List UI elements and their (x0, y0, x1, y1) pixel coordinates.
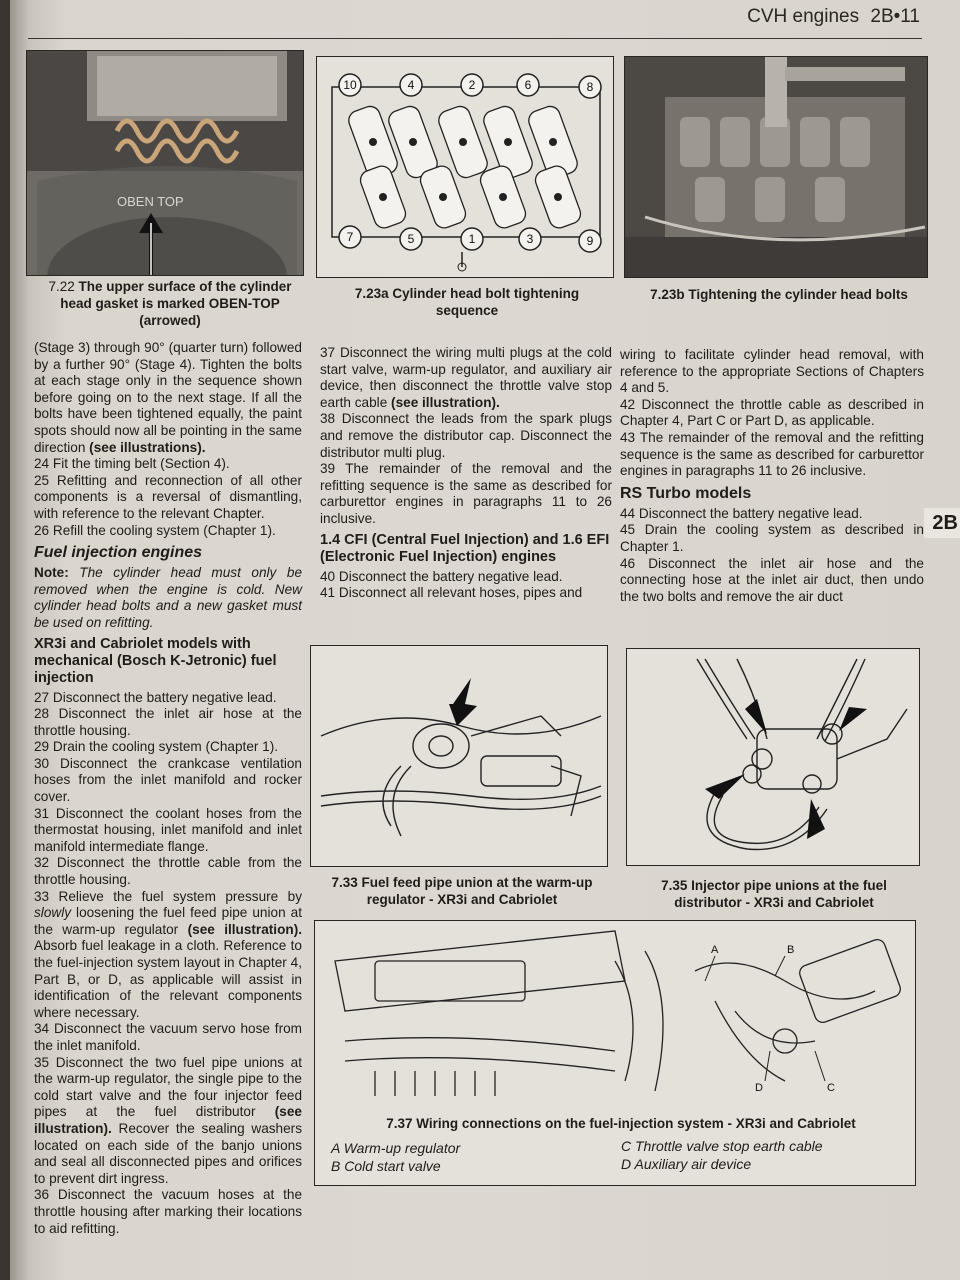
paragraph-38: 38 Disconnect the leads from the spark plugs and remove the distributor cap. Disconnect the distributor multi plug. (320, 411, 612, 460)
paragraph-30: 30 Disconnect the crankcase ventilation hoses from the inlet manifold and rocker cover. (34, 755, 302, 805)
header-rule (28, 38, 922, 39)
caption-7-33 (320, 874, 604, 908)
paragraph-28: 28 Disconnect the inlet air hose at the throttle housing. (34, 706, 302, 738)
see-illustrations: (see illustrations). (89, 439, 206, 455)
caption-text: The upper surface of the cylinder head gasket is marked OBEN-TOP (arrowed) (60, 279, 292, 328)
paragraph-32: 32 Disconnect the throttle cable from the throttle housing. (34, 855, 302, 888)
heading-xr3i: XR3i and Cabriolet models with mechanical (Bosch K-Jetronic) fuel injection (34, 635, 277, 686)
see-illustration: (see illustration). (391, 394, 500, 410)
caption-text: Tightening the cylinder head bolts (688, 287, 908, 302)
caption-number: 7.37 (386, 1116, 413, 1131)
paragraph-27: 27 Disconnect the battery negative lead. (34, 689, 277, 705)
paragraph-31: 31 Disconnect the coolant hoses from the thermostat housing, inlet manifold and inlet manifold intermediate flange. (34, 805, 302, 854)
label-d: D (755, 1082, 763, 1094)
wiring-connections-svg (315, 921, 916, 1111)
caption-7-37 (371, 1115, 871, 1132)
caption-text: Injector pipe unions at the fuel distributor - XR3i and Cabriolet (674, 878, 887, 910)
figure-7-23a-drawing (316, 56, 614, 278)
figure-7-33-drawing (310, 645, 608, 867)
heading-rs-turbo: RS Turbo models (620, 484, 752, 502)
legend-item: C Throttle valve stop earth cable (621, 1138, 823, 1154)
paragraph-25: 25 Refitting and reconnection of all other components is a reversal of dismantling, with reference to the relevant Chapter. (34, 472, 302, 521)
bolt-number: 6 (524, 78, 532, 92)
figure-7-35-drawing (626, 648, 920, 866)
paragraph-text: 37 Disconnect the wiring multi plugs at the cold start valve, warm-up regulator, and auxiliary air device, then disconnect the throttle valve stop earth cable (320, 345, 612, 410)
text-column-2 (320, 345, 612, 602)
legend-item: D Auxiliary air device (621, 1156, 752, 1172)
paragraph (34, 340, 302, 456)
caption-7-35 (636, 877, 912, 911)
caption-number: 7.23b (650, 287, 685, 302)
bolt-number: 9 (586, 234, 594, 248)
paragraph-33 (34, 889, 302, 1022)
running-header (747, 6, 920, 28)
note-text: The cylinder head must only be removed when the engine is cold. New cylinder head bolts and a new gasket must be used on refitting. (34, 565, 303, 630)
figure-7-22-photo (26, 50, 304, 276)
heading-cfi-efi: 1.4 CFI (Central Fuel Injection) and 1.6 EFI (Electronic Fuel Injection) engines (320, 531, 610, 565)
paragraph-41: 41 Disconnect all relevant hoses, pipes and (320, 585, 583, 601)
legend-item: A Warm-up regulator (331, 1140, 461, 1156)
stamp-text: OBEN TOP (117, 194, 184, 209)
heading-fuel-injection (34, 543, 302, 562)
italic-text: slowly (34, 905, 72, 921)
paragraph-34: 34 Disconnect the vacuum servo hose from the inlet manifold. (34, 1021, 302, 1053)
text-column-3 (620, 347, 924, 605)
paragraph-text: loosening the fuel feed pipe union at the warm-up regulator (34, 905, 302, 937)
bolt-number: 5 (407, 232, 415, 246)
see-illustration: (see illustration). (187, 921, 302, 937)
see-illustration: (see illustration). (34, 1104, 302, 1136)
caption-number: 7.22 (48, 279, 75, 294)
note (34, 565, 302, 631)
label-b: B (787, 944, 795, 956)
bolt-sequence-svg (317, 57, 614, 278)
legend-right (621, 1137, 911, 1173)
header-title: CVH engines (747, 6, 860, 27)
caption-7-23b (634, 286, 924, 303)
paragraph-text: (Stage 3) through 90° (quarter turn) followed by a further 90° (Stage 4). Tighten the bolts at each stage only in the sequence shown before going on to the next stage. If all the bolts have been tightened equally, the paint spots should now all be pointing in the same direction (34, 340, 302, 455)
legend-left (331, 1139, 601, 1175)
heading-text: Fuel injection engines (34, 544, 203, 562)
paragraph-24: 24 Fit the timing belt (Section 4). (34, 456, 230, 472)
label-c: C (827, 1082, 835, 1094)
caption-7-23a (340, 285, 594, 319)
caption-7-22 (40, 278, 300, 329)
header-page-number: 2B•11 (870, 6, 920, 27)
paragraph-39: 39 The remainder of the removal and the refitting sequence is the same as described for carburettor engines in paragraphs 11 to 26 inclusive. (320, 461, 612, 526)
label-a: A (711, 944, 719, 956)
paragraph-46: 46 Disconnect the inlet air hose and the connecting hose at the inlet air duct, then undo the two bolts and remove the air duct (620, 555, 924, 604)
head-bolts-photo-svg (625, 57, 928, 278)
fuel-feed-svg (311, 646, 608, 867)
bolt-number: 4 (407, 78, 415, 92)
bolt-number: 8 (586, 80, 594, 94)
caption-number: 7.23a (354, 286, 389, 301)
paragraph-text: 33 Relieve the fuel system pressure by (34, 888, 302, 904)
paragraph-42: 42 Disconnect the throttle cable as described in Chapter 4, Part C or Part D, as applicable. (620, 396, 924, 429)
paragraph-29: 29 Drain the cooling system (Chapter 1). (34, 739, 279, 755)
manual-page (10, 0, 960, 1280)
paragraph-26: 26 Refill the cooling system (Chapter 1). (34, 522, 276, 538)
paragraph-40: 40 Disconnect the battery negative lead. (320, 568, 563, 584)
paragraph-43: 43 The remainder of the removal and the refitting sequence is the same as described for carburettor engines in paragraphs 11 to 26 inclusive. (620, 429, 924, 479)
figure-7-37-drawing (314, 920, 916, 1186)
text-column-1 (34, 340, 302, 1237)
bolt-number: 3 (526, 232, 534, 246)
paragraph-text: Absorb fuel leakage in a cloth. Reference to the fuel-injection system layout in Chapter 4, Part B, or D, as applicable will assist in identification of the relevant components where necessary. (34, 938, 302, 1020)
caption-text: Wiring connections on the fuel-injection system - XR3i and Cabriolet (416, 1116, 856, 1131)
injector-pipes-svg (627, 649, 920, 866)
paragraph-text: Recover the sealing washers located on each side of the banjo unions and seal all disconnected pipes and orifices to prevent dirt ingress. (34, 1120, 302, 1186)
paragraph-37 (320, 345, 612, 411)
paragraph-35 (34, 1055, 302, 1188)
caption-number: 7.35 (661, 878, 688, 893)
paragraph-text: 35 Disconnect the two fuel pipe unions at the warm-up regulator, the single pipe to the cold start valve and the four injector feed pipes at the fuel distributor (34, 1054, 302, 1120)
caption-text: Cylinder head bolt tightening sequence (392, 286, 580, 318)
paragraph-41-cont: wiring to facilitate cylinder head removal, with reference to the appropriate Sections of Chapters 4 and 5. (620, 347, 924, 396)
paragraph-45: 45 Drain the cooling system as described in Chapter 1. (620, 522, 924, 554)
bolt-number: 1 (468, 232, 476, 246)
chapter-tab: 2B (924, 508, 960, 538)
figure-7-23b-photo (624, 56, 928, 278)
bolt-number: 2 (468, 78, 476, 92)
note-label: Note: (34, 565, 69, 581)
gasket-photo-svg (27, 51, 304, 276)
bolt-number: 10 (343, 78, 357, 92)
caption-number: 7.33 (331, 875, 358, 890)
paragraph-36: 36 Disconnect the vacuum hoses at the throttle housing after marking their locations to aid refitting. (34, 1187, 302, 1236)
paragraph-44: 44 Disconnect the battery negative lead. (620, 505, 863, 521)
bolt-number: 7 (346, 230, 354, 244)
legend-item: B Cold start valve (331, 1158, 441, 1174)
caption-text: Fuel feed pipe union at the warm-up regulator - XR3i and Cabriolet (361, 875, 593, 907)
